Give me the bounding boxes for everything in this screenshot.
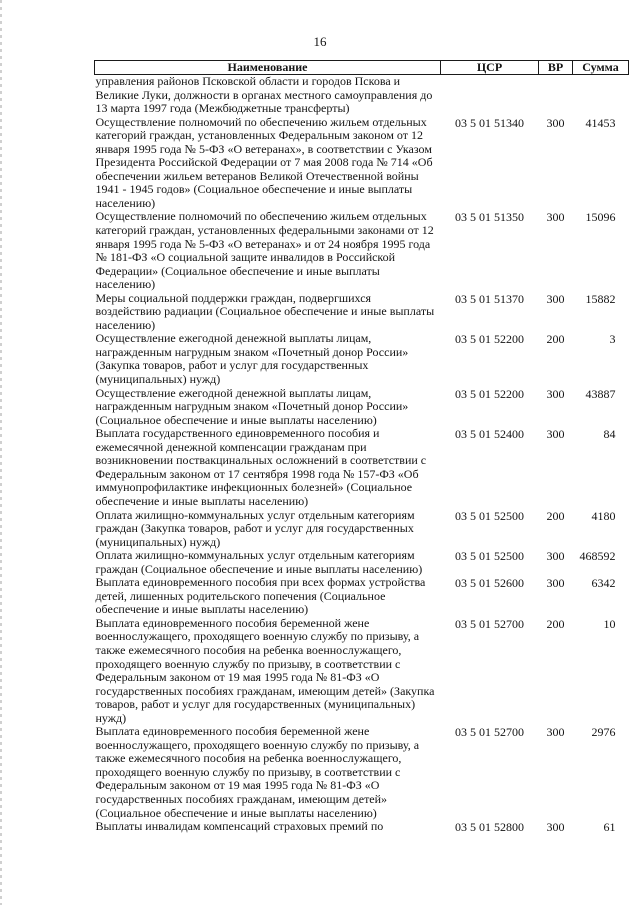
row-sum: 84 (603, 427, 616, 442)
row-name: Осуществление ежегодной денежной выплаты лицам, награжденным нагрудным знаком «Почетный донор России» (Закупка товаров, работ и услуг для государственных (муниципальных) нужд) (95, 331, 409, 387)
table-row (95, 292, 629, 333)
row-sum (573, 75, 629, 116)
row-name: Выплаты инвалидам компенсаций страховых премий по (95, 819, 384, 834)
row-csr: 03 5 01 52200 (455, 332, 524, 347)
row-name: Оплата жилищно-коммунальных услуг отдельным категориям граждан (Закупка товаров, работ и услуг для государственных (муниципальных) нужд) (95, 507, 415, 549)
header-vr: ВР (539, 61, 573, 75)
row-csr (441, 75, 539, 116)
table-row (95, 427, 629, 508)
row-name: Осуществление ежегодной денежной выплаты лицам, награжденным нагрудным знаком «Почетный донор России» (Социальное обеспечение и иные выплаты населению) (95, 385, 409, 427)
row-vr: 300 (546, 576, 565, 591)
row-csr: 03 5 01 52700 (455, 616, 524, 631)
table-row (95, 116, 629, 211)
row-name: Выплата государственного единовременного пособия и ежемесячной денежной компенсации гражданам при возникновении поствакцинальных осложнений в соответствии с Федеральным законом от 17 сентября 1998 года № 157-ФЗ «Об иммунопрофилактике инфекционных болезней» (Социальное обеспечение и иные выплаты населению) (95, 426, 427, 508)
table-header-row (95, 61, 629, 75)
row-vr: 300 (546, 115, 565, 130)
row-vr: 300 (546, 820, 565, 835)
row-sum: 6342 (591, 576, 616, 591)
row-csr: 03 5 01 52400 (455, 427, 524, 442)
row-vr: 200 (546, 616, 565, 631)
row-name: Оплата жилищно-коммунальных услуг отдельным категориям граждан (Социальное обеспечение и иные выплаты населению) (95, 548, 423, 576)
table-row (95, 332, 629, 386)
row-vr: 300 (546, 210, 565, 225)
row-sum: 2976 (591, 725, 616, 740)
row-name: Осуществление полномочий по обеспечению жильем отдельных категорий граждан, установленных федеральными законами от 12 января 1995 года № 5-ФЗ «О ветеранах» и от 24 ноября 1995 года № 181-ФЗ «О социальной защите инвалидов в Российской Федерации» (Социальное обеспечение и иные выплаты населению) (95, 209, 434, 292)
table-row (95, 210, 629, 291)
row-name: Осуществление полномочий по обеспечению жильем отдельных категорий граждан, установленных Федеральным законом от 12 января 1995 года № 5-ФЗ «О ветеранах», в соответствии с Указом Президента Российской Федерации от 7 мая 2008 года № 714 «Об обеспечении жильем ветеранов Великой Отечественной войны 1941 - 1945 годов» (Социальное обеспечение и иные выплаты населению) (95, 114, 433, 210)
row-sum: 15096 (585, 210, 616, 225)
row-sum: 4180 (591, 508, 616, 523)
row-csr: 03 5 01 52700 (455, 725, 524, 740)
row-name: Выплата единовременного пособия при всех формах устройства детей, лишенных родительского попечения (Социальное обеспечение и иные выплаты населению) (95, 575, 426, 617)
row-sum: 41453 (585, 115, 616, 130)
row-csr: 03 5 01 52200 (455, 386, 524, 401)
header-csr: ЦСР (441, 61, 539, 75)
table-row (95, 387, 629, 428)
row-sum: 468592 (579, 549, 616, 564)
row-csr: 03 5 01 51340 (455, 115, 524, 130)
row-name: Выплата единовременного пособия беременной жене военнослужащего, проходящего военную службу по призыву, а также ежемесячного пособия на ребенка военнослужащего, проходящего военную службу по призыву, в соответствии с Федеральным законом от 19 мая 1995 года № 81-ФЗ «О государственных пособиях гражданам, имеющим детей» (Закупка товаров, работ и услуг для государственных (муниципальных) нужд) (95, 615, 435, 725)
row-vr: 300 (546, 725, 565, 740)
row-csr: 03 5 01 51350 (455, 210, 524, 225)
row-vr: 200 (546, 508, 565, 523)
row-sum: 61 (603, 820, 616, 835)
table-row (95, 576, 629, 617)
table-row (95, 509, 629, 550)
header-sum: Сумма (573, 61, 629, 75)
budget-table (94, 60, 629, 835)
row-csr: 03 5 01 52800 (455, 820, 524, 835)
table-row (95, 725, 629, 820)
scan-edge-artifact (0, 0, 2, 905)
table-row (95, 820, 629, 835)
row-sum: 15882 (585, 291, 616, 306)
row-sum: 10 (603, 616, 616, 631)
row-name: Выплата единовременного пособия беременной жене военнослужащего, проходящего военную службу по призыву, а также ежемесячного пособия на ребенка военнослужащего, проходящего военную службу по призыву, в соответствии с Федеральным законом от 19 мая 1995 года № 81-ФЗ «О государственных пособиях гражданам, имеющим детей» (Социальное обеспечение и иные выплаты населению) (95, 724, 420, 820)
row-csr: 03 5 01 52500 (455, 549, 524, 564)
row-sum: 43887 (585, 386, 616, 401)
row-name: Меры социальной поддержки граждан, подвергшихся воздействию радиации (Социальное обеспечение и иные выплаты населению) (95, 290, 435, 332)
row-csr: 03 5 01 51370 (455, 291, 524, 306)
row-vr: 300 (546, 386, 565, 401)
row-vr: 300 (546, 291, 565, 306)
row-csr: 03 5 01 52500 (455, 508, 524, 523)
table-row (95, 75, 629, 116)
row-vr: 200 (546, 332, 565, 347)
row-name: управления районов Псковской области и городов Пскова и Великие Луки, должности в органах местного самоуправления до 13 марта 1997 года (Межбюджетные трансферты) (95, 74, 433, 116)
row-vr: 300 (546, 427, 565, 442)
page-number: 16 (313, 34, 327, 49)
row-csr: 03 5 01 52600 (455, 576, 524, 591)
row-vr: 300 (546, 549, 565, 564)
row-vr (539, 75, 573, 116)
header-name: Наименование (95, 61, 441, 75)
row-sum: 3 (609, 332, 616, 347)
table-row (95, 549, 629, 576)
table-row (95, 617, 629, 725)
